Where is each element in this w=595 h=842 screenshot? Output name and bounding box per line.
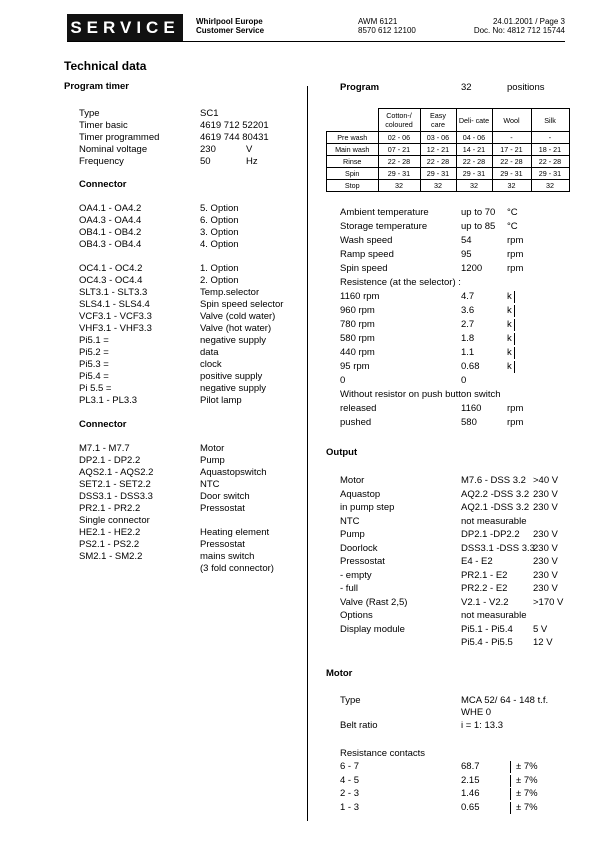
timer-label: Timer programmed xyxy=(79,132,160,143)
spec-unit: rpm xyxy=(507,403,524,414)
spec-label: 960 rpm xyxy=(340,305,375,316)
spec-label: pushed xyxy=(340,417,372,428)
connector-function: 4. Option xyxy=(200,239,239,250)
belt-ratio-value: i = 1: 13.3 xyxy=(461,720,503,731)
program-steps: 02 - 06 xyxy=(378,132,420,144)
connector-pin: Pi5.1 = xyxy=(79,335,109,346)
output-heading: Output xyxy=(326,447,358,458)
timer-unit: Hz xyxy=(246,156,258,167)
spec-unit: k xyxy=(507,347,515,359)
program-phase: Rinse xyxy=(327,156,379,168)
program-steps: 32 xyxy=(531,180,569,192)
program-table-row xyxy=(327,168,570,180)
resistance-tolerance: ± 7% xyxy=(510,761,538,773)
program-table-row xyxy=(327,132,570,144)
spec-value: up to 85 xyxy=(461,221,496,232)
spec-value: 1160 xyxy=(461,403,482,414)
connector-function: Heating element xyxy=(200,527,270,538)
spec-value: 4.7 xyxy=(461,291,475,302)
connector-pin: DSS3.1 - DSS3.3 xyxy=(79,491,153,502)
output-contacts: DP2.1 -DP2.2 xyxy=(461,529,520,540)
program-phase: Stop xyxy=(327,180,379,192)
spec-unit: k xyxy=(507,319,515,331)
resistance-tolerance: ± 7% xyxy=(510,802,538,814)
spec-value: 1200 xyxy=(461,263,483,274)
connector-pin: Single connector xyxy=(79,515,150,526)
timer-label: Frequency xyxy=(79,156,124,167)
spec-label: Spin speed xyxy=(340,263,388,274)
output-voltage: 230 V xyxy=(533,583,558,594)
motor-type-label: Type xyxy=(340,695,361,706)
connector-pin: DP2.1 - DP2.2 xyxy=(79,455,141,466)
motor-type-value-2: WHE 0 xyxy=(461,707,492,718)
spec-value: 1.8 xyxy=(461,333,475,344)
program-phase: Pre wash xyxy=(327,132,379,144)
program-steps: 03 - 06 xyxy=(420,132,456,144)
program-unit: positions xyxy=(507,82,545,93)
resistance-contact: 6 - 7 xyxy=(340,761,360,772)
connector-heading-2: Connector xyxy=(79,419,127,430)
output-voltage: 230 V xyxy=(533,556,558,567)
program-heading: Program xyxy=(340,82,380,93)
spec-unit: k xyxy=(507,291,515,303)
output-label: NTC xyxy=(340,515,360,527)
timer-value: 50 xyxy=(200,156,211,167)
connector-function: Temp.selector xyxy=(200,287,260,298)
spec-unit: °C xyxy=(507,221,518,232)
connector-function: negative supply xyxy=(200,335,267,346)
connector-pin: SET2.1 - SET2.2 xyxy=(79,479,151,490)
model-number: 8570 612 12100 xyxy=(358,26,416,35)
output-contacts: M7.6 - DSS 3.2 xyxy=(461,475,526,486)
spec-value: 95 xyxy=(461,249,472,260)
spec-value: 1.1 xyxy=(461,347,475,358)
col-cotton: Cotton-/ coloured xyxy=(378,109,420,132)
date-page: 24.01.2001 / Page 3 xyxy=(492,17,565,26)
spec-unit: rpm xyxy=(507,417,524,428)
connector-function: 6. Option xyxy=(200,215,239,226)
output-label: Doorlock xyxy=(340,542,378,554)
connector-pin: OA4.3 - OA4.4 xyxy=(79,215,142,226)
output-contacts: not measurable xyxy=(461,610,527,621)
spec-label: released xyxy=(340,403,377,414)
connector-pin: PS2.1 - PS2.2 xyxy=(79,539,140,550)
program-steps: 22 - 28 xyxy=(531,156,569,168)
connector-pin: Pi 5.5 = xyxy=(79,383,112,394)
connector-function: Door switch xyxy=(200,491,250,502)
spec-label: 0 xyxy=(340,375,346,386)
program-steps: 32 xyxy=(456,180,492,192)
connector-function: Valve (hot water) xyxy=(200,323,272,334)
timer-value: 230 xyxy=(200,144,216,155)
connector-function: Pilot lamp xyxy=(200,395,242,406)
program-steps: 12 - 21 xyxy=(420,144,456,156)
company-dept: Customer Service xyxy=(196,26,265,35)
connector-function: Spin speed selector xyxy=(200,299,284,310)
program-steps: 22 - 28 xyxy=(456,156,492,168)
program-table-row xyxy=(327,180,570,192)
program-table-row xyxy=(327,156,570,168)
program-steps: 17 - 21 xyxy=(492,144,531,156)
output-label: Display module xyxy=(340,623,405,635)
connector-pin: VCF3.1 - VCF3.3 xyxy=(79,311,152,322)
program-table-row xyxy=(327,144,570,156)
output-contacts: V2.1 - V2.2 xyxy=(461,596,509,608)
program-steps: 18 - 21 xyxy=(531,144,569,156)
spec-label: 95 rpm xyxy=(340,361,370,372)
timer-label: Nominal voltage xyxy=(79,144,148,155)
resistance-value: 68.7 xyxy=(461,761,480,772)
resistance-contact: 1 - 3 xyxy=(340,801,360,813)
connector-pin: AQS2.1 - AQS2.2 xyxy=(79,467,154,478)
motor-heading: Motor xyxy=(326,668,353,679)
connector-pin: OC4.3 - OC4.4 xyxy=(79,275,143,286)
spec-value: 54 xyxy=(461,235,472,246)
connector-pin: Pi5.2 = xyxy=(79,347,109,358)
page-title: Technical data xyxy=(64,59,147,73)
output-contacts: AQ2.1 -DSS 3.2 xyxy=(461,502,530,513)
spec-value: 0 xyxy=(461,375,467,386)
program-steps: 29 - 31 xyxy=(531,168,569,180)
motor-type-value: MCA 52/ 64 - 148 t.f. xyxy=(461,695,549,706)
spec-value: 580 xyxy=(461,417,477,428)
resistance-tolerance: ± 7% xyxy=(510,788,538,800)
program-steps: 04 - 06 xyxy=(456,132,492,144)
output-contacts: Pi5.1 - Pi5.4 xyxy=(461,623,513,635)
output-label: Aquastop xyxy=(340,488,381,500)
spec-value: 3.6 xyxy=(461,305,475,316)
output-voltage: 230 V xyxy=(533,542,558,554)
belt-ratio-label: Belt ratio xyxy=(340,720,378,731)
output-contacts: PR2.1 - E2 xyxy=(461,569,508,581)
connector-pin: OB4.3 - OB4.4 xyxy=(79,239,142,250)
spec-label: Storage temperature xyxy=(340,221,428,232)
timer-label: Type xyxy=(79,108,100,119)
connector-function: Aquastopswitch xyxy=(200,467,267,478)
connector-function: positive supply xyxy=(200,371,263,382)
spec-label: Ramp speed xyxy=(340,249,394,260)
connector-function: mains switch xyxy=(200,551,255,562)
output-label: Valve (Rast 2,5) xyxy=(340,596,408,608)
col-easy-care: Easy care xyxy=(420,109,456,132)
connector-pin: VHF3.1 - VHF3.3 xyxy=(79,323,152,334)
spec-unit: k xyxy=(507,305,515,317)
output-contacts: AQ2.2 -DSS 3.2 xyxy=(461,488,530,500)
connector-function: Pump xyxy=(200,455,225,466)
col-delicate: Deli- cate xyxy=(456,109,492,132)
connector-function: negative supply xyxy=(200,383,267,394)
spec-label: Resistence (at the selector) : xyxy=(340,277,461,288)
output-label: Motor xyxy=(340,475,365,486)
output-label: - full xyxy=(340,583,358,594)
output-voltage: >40 V xyxy=(533,475,559,486)
spec-label: 780 rpm xyxy=(340,319,375,330)
output-label: - empty xyxy=(340,569,372,581)
service-badge: SERVICE xyxy=(67,14,183,41)
connector-pin: Pi5.4 = xyxy=(79,371,109,382)
doc-number: Doc. No: 4812 712 15744 xyxy=(473,26,565,35)
timer-label: Timer basic xyxy=(79,120,128,131)
column-divider xyxy=(307,86,308,821)
spec-label: Ambient temperature xyxy=(340,207,429,218)
output-label: Pump xyxy=(340,529,365,540)
company-name: Whirlpool Europe xyxy=(196,17,263,26)
program-steps: - xyxy=(531,132,569,144)
timer-unit: V xyxy=(246,144,253,155)
resistance-contact: 4 - 5 xyxy=(340,774,360,786)
output-voltage: 230 V xyxy=(533,488,558,500)
output-label: in pump step xyxy=(340,502,395,513)
output-contacts: PR2.2 - E2 xyxy=(461,583,508,594)
connector-pin: SLS4.1 - SLS4.4 xyxy=(79,299,150,310)
spec-label: Without resistor on push button switch xyxy=(340,389,501,400)
connector-pin: SLT3.1 - SLT3.3 xyxy=(79,287,148,298)
resistance-value: 1.46 xyxy=(461,788,480,799)
connector-function: 1. Option xyxy=(200,263,239,274)
spec-label: 1160 rpm xyxy=(340,291,380,302)
spec-label: Wash speed xyxy=(340,235,393,246)
connector-function: Pressostat xyxy=(200,539,245,550)
program-steps: 22 - 28 xyxy=(492,156,531,168)
output-label: Pressostat xyxy=(340,556,385,567)
connector-pin: PL3.1 - PL3.3 xyxy=(79,395,138,406)
output-voltage: >170 V xyxy=(533,596,564,608)
connector-function: clock xyxy=(200,359,222,370)
output-voltage: 230 V xyxy=(533,502,558,513)
col-silk: Silk xyxy=(531,109,569,132)
spec-unit: rpm xyxy=(507,249,524,260)
connector-pin: PR2.1 - PR2.2 xyxy=(79,503,141,514)
resistance-value: 2.15 xyxy=(461,774,480,786)
output-label: Options xyxy=(340,610,373,621)
connector-function: (3 fold connector) xyxy=(200,563,274,574)
program-steps: 07 - 21 xyxy=(378,144,420,156)
spec-unit: rpm xyxy=(507,263,524,274)
connector-function: 3. Option xyxy=(200,227,239,238)
output-contacts: DSS3.1 -DSS 3.3 xyxy=(461,542,535,554)
program-steps: 29 - 31 xyxy=(420,168,456,180)
connector-pin: OC4.1 - OC4.2 xyxy=(79,263,143,274)
col-wool: Wool xyxy=(492,109,531,132)
spec-unit: rpm xyxy=(507,235,524,246)
program-steps: 14 - 21 xyxy=(456,144,492,156)
connector-function: 2. Option xyxy=(200,275,239,286)
resistance-tolerance: ± 7% xyxy=(510,775,538,787)
connector-pin: SM2.1 - SM2.2 xyxy=(79,551,143,562)
spec-value: 2.7 xyxy=(461,319,475,330)
connector-function: Motor xyxy=(200,443,225,454)
program-timer-heading: Program timer xyxy=(64,81,129,92)
timer-value: SC1 xyxy=(200,108,219,119)
program-steps: 22 - 28 xyxy=(420,156,456,168)
program-steps: 32 xyxy=(378,180,420,192)
program-table xyxy=(326,108,570,192)
output-voltage: 5 V xyxy=(533,623,548,635)
output-contacts: E4 - E2 xyxy=(461,556,493,567)
program-phase: Spin xyxy=(327,168,379,180)
spec-unit: k xyxy=(507,361,515,373)
program-phase: Main wash xyxy=(327,144,379,156)
connector-heading: Connector xyxy=(79,179,127,190)
program-steps: 29 - 31 xyxy=(456,168,492,180)
model-name: AWM 6121 xyxy=(358,17,398,26)
resistance-contact: 2 - 3 xyxy=(340,788,360,799)
connector-pin: M7.1 - M7.7 xyxy=(79,443,130,454)
connector-function: data xyxy=(200,347,219,358)
connector-function: NTC xyxy=(200,479,220,490)
program-steps: - xyxy=(492,132,531,144)
connector-pin: Pi5.3 = xyxy=(79,359,109,370)
connector-pin: HE2.1 - HE2.2 xyxy=(79,527,141,538)
program-steps: 32 xyxy=(492,180,531,192)
program-steps: 29 - 31 xyxy=(378,168,420,180)
program-steps: 22 - 28 xyxy=(378,156,420,168)
resistance-contacts-label: Resistance contacts xyxy=(340,748,426,759)
program-steps: 32 xyxy=(420,180,456,192)
program-steps: 29 - 31 xyxy=(492,168,531,180)
spec-unit: °C xyxy=(507,207,518,218)
timer-value: 4619 744 80431 xyxy=(200,132,269,143)
spec-label: 580 rpm xyxy=(340,333,375,344)
connector-function: Valve (cold water) xyxy=(200,311,276,322)
header-rule xyxy=(67,41,565,42)
output-contacts: Pi5.4 - Pi5.5 xyxy=(461,637,513,648)
output-contacts: not measurable xyxy=(461,515,527,527)
connector-pin: OB4.1 - OB4.2 xyxy=(79,227,142,238)
connector-pin: OA4.1 - OA4.2 xyxy=(79,203,142,214)
timer-value: 4619 712 52201 xyxy=(200,120,269,131)
output-voltage: 230 V xyxy=(533,569,558,581)
output-voltage: 230 V xyxy=(533,529,558,540)
program-count: 32 xyxy=(461,82,472,93)
resistance-value: 0.65 xyxy=(461,801,480,813)
spec-unit: k xyxy=(507,333,515,345)
output-voltage: 12 V xyxy=(533,637,553,648)
connector-function: Pressostat xyxy=(200,503,245,514)
spec-label: 440 rpm xyxy=(340,347,375,358)
spec-value: 0.68 xyxy=(461,361,480,372)
spec-value: up to 70 xyxy=(461,207,496,218)
connector-function: 5. Option xyxy=(200,203,239,214)
